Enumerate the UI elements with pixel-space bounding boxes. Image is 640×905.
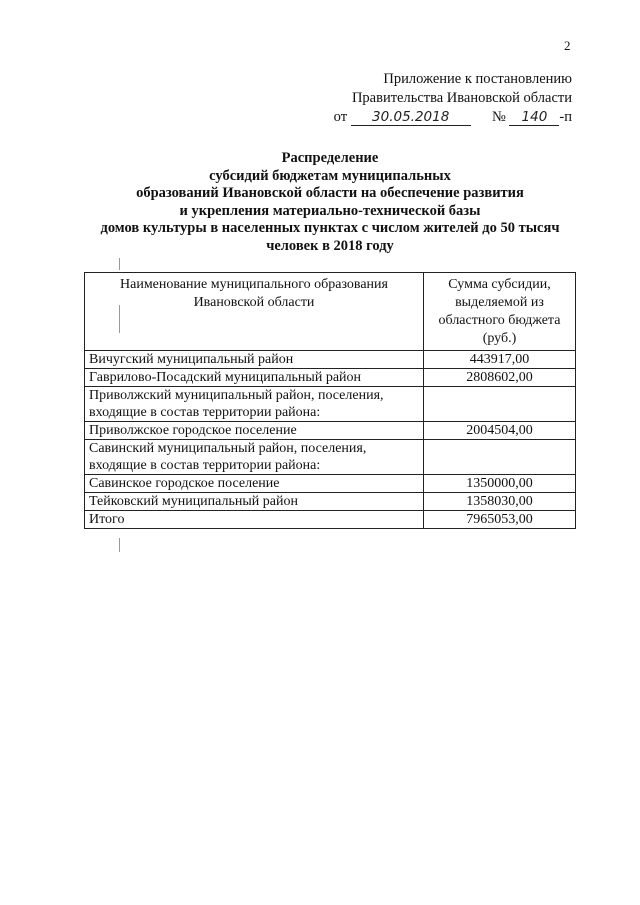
appendix-line-1: Приложение к постановлению — [383, 71, 572, 87]
appendix-line-2: Правительства Ивановской области — [351, 90, 572, 106]
row-amount — [424, 440, 576, 475]
table-row-total — [85, 511, 576, 529]
table-row — [85, 387, 576, 422]
from-label: от — [333, 109, 348, 125]
handwritten-number: 140 — [509, 110, 559, 126]
row-name: Тейковский муниципальный район — [85, 493, 424, 511]
title-line: Распределение — [281, 150, 379, 166]
document-title — [70, 150, 590, 255]
row-amount: 443917,00 — [424, 351, 576, 369]
appendix-block — [334, 70, 572, 127]
subsidy-table — [84, 272, 576, 529]
handwritten-date: 30.05.2018 — [351, 110, 471, 126]
column-header-amount: Сумма субсидии, выделяемой из областного бюджета (руб.) — [424, 273, 576, 351]
table-row — [85, 440, 576, 475]
row-name: Гаврилово-Посадский муниципальный район — [85, 369, 424, 387]
table-header-row — [85, 273, 576, 351]
title-line: субсидий бюджетам муниципальных — [209, 167, 451, 184]
row-name: Савинское городское поселение — [85, 475, 424, 493]
table-row — [85, 422, 576, 440]
row-name: Приволжский муниципальный район, поселения, входящие в состав территории района: — [85, 387, 424, 422]
number-label: № — [491, 109, 506, 125]
title-line: человек в 2018 году — [266, 237, 394, 254]
scan-mark — [119, 538, 120, 552]
title-line: домов культуры в населенных пунктах с числом жителей до 50 тысяч — [100, 220, 560, 236]
row-amount: 2004504,00 — [424, 422, 576, 440]
row-name: Савинский муниципальный район, поселения, входящие в состав территории района: — [85, 440, 424, 475]
table-row — [85, 369, 576, 387]
row-name: Вичугский муниципальный район — [85, 351, 424, 369]
title-line: и укрепления материально-технической базы — [179, 202, 481, 219]
appendix-line-3 — [334, 108, 572, 127]
title-line: образований Ивановской области на обеспечение развития — [136, 185, 524, 201]
table-row — [85, 351, 576, 369]
table-row — [85, 475, 576, 493]
row-amount — [424, 387, 576, 422]
row-amount: 1350000,00 — [424, 475, 576, 493]
column-header-name: Наименование муниципального образования Ивановской области — [85, 273, 424, 351]
page-number: 2 — [564, 38, 571, 53]
total-label: Итого — [85, 511, 424, 529]
row-amount: 2808602,00 — [424, 369, 576, 387]
scan-mark — [119, 258, 120, 270]
row-name: Приволжское городское поселение — [85, 422, 424, 440]
table-row — [85, 493, 576, 511]
total-amount: 7965053,00 — [424, 511, 576, 529]
row-amount: 1358030,00 — [424, 493, 576, 511]
number-suffix: -п — [559, 109, 572, 125]
